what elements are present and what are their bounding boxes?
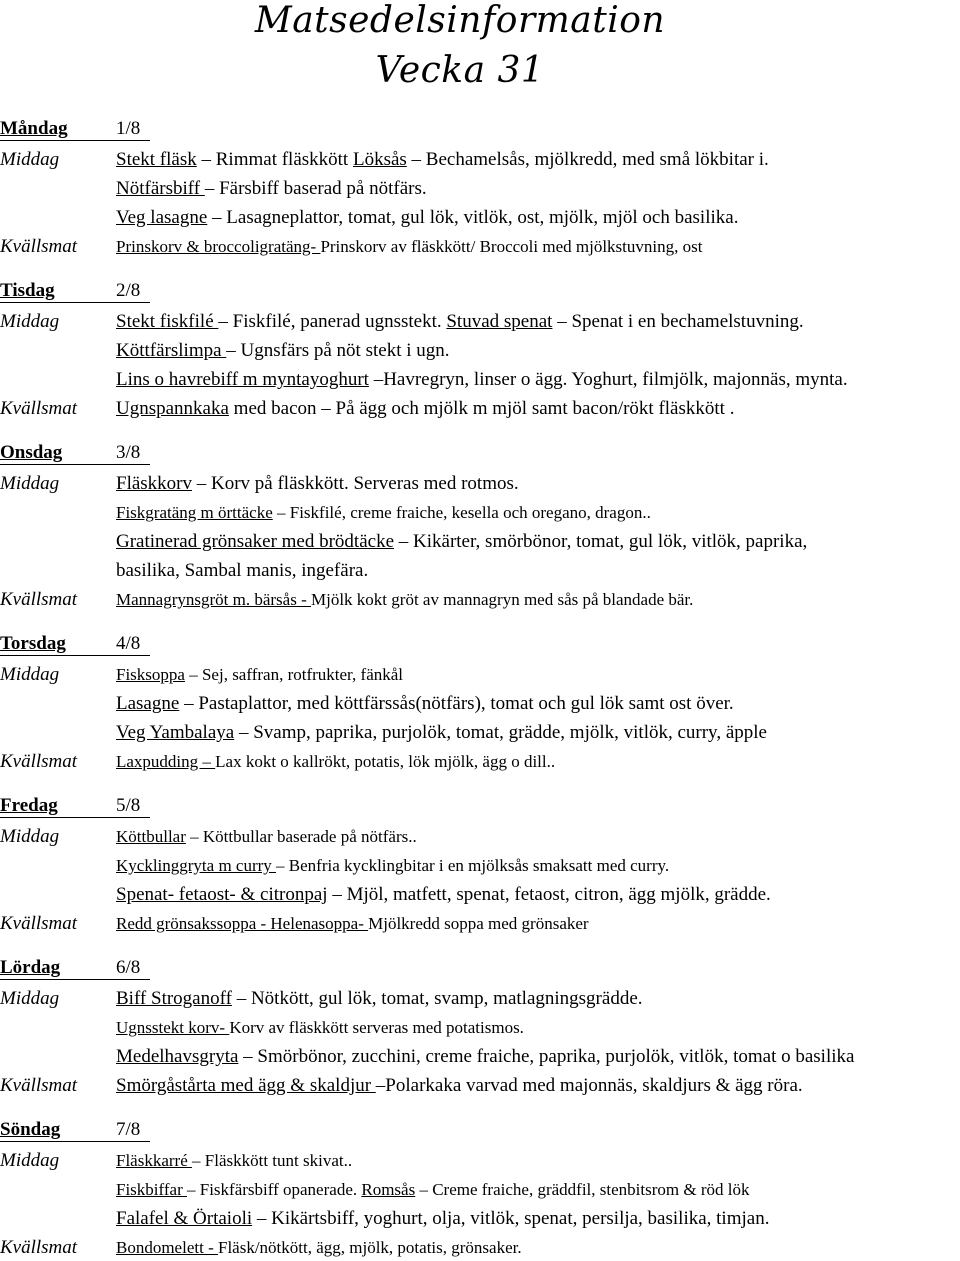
meal-description	[116, 309, 804, 335]
dish-description: Mjölk kokt gröt av mannagryn med sås på blandade bär.	[311, 590, 694, 609]
dish-description: – Köttbullar baserade på nötfärs..	[185, 827, 417, 846]
dish-name: Veg lasagne	[116, 207, 208, 228]
dish-description: med bacon – På ägg och mjölk m mjöl samt bacon/rökt fläskkött .	[228, 398, 735, 419]
menu-line	[0, 234, 960, 260]
menu-line	[0, 1177, 960, 1203]
day-name: Fredag	[0, 795, 58, 816]
day-name: Lördag	[0, 957, 61, 978]
dish-description: – Fiskfilé, panerad ugnsstekt.	[218, 311, 447, 332]
menu-line	[0, 911, 960, 937]
meal-description	[116, 824, 417, 850]
meal-description	[116, 558, 368, 584]
day-date: 3/8	[116, 442, 141, 463]
dish-name: Biff Stroganoff	[116, 988, 232, 1009]
day-name: Måndag	[0, 118, 68, 139]
dish-name: Löksås	[352, 149, 407, 170]
meal-description	[116, 338, 450, 364]
menu-line	[0, 882, 960, 908]
dish-description: Lax kokt o kallrökt, potatis, lök mjölk, ägg o dill..	[215, 752, 556, 771]
day-heading	[0, 1119, 150, 1142]
day-name: Onsdag	[0, 442, 63, 463]
dish-description: – Mjöl, matfett, spenat, fetaost, citron, ägg mjölk, grädde.	[327, 884, 771, 905]
menu-line	[0, 396, 960, 422]
meal-label: Kvällsmat	[0, 913, 78, 934]
dish-description: – Ugnsfärs på nöt stekt i ugn.	[226, 340, 450, 361]
dish-name: Smörgåstårta med ägg & skaldjur	[116, 1075, 376, 1096]
meal-label: Kvällsmat	[0, 589, 78, 610]
meal-description	[116, 691, 734, 717]
menu-line	[0, 1015, 960, 1041]
dish-description: – Benfria kycklingbitar i en mjölksås smaksatt med curry.	[276, 856, 670, 875]
day-name: Torsdag	[0, 633, 66, 654]
dish-name: Fiskgratäng m örttäcke	[116, 503, 273, 522]
meal-description	[116, 882, 771, 908]
dish-name: Ugnsstekt korv-	[116, 1018, 230, 1037]
menu-line	[0, 500, 960, 526]
dish-description: – Fiskfärsbiff opanerade.	[187, 1180, 362, 1199]
dish-description: –Havregryn, linser o ägg. Yoghurt, filmjölk, majonnäs, mynta.	[368, 369, 848, 390]
day-header	[0, 957, 960, 983]
dish-description: – Korv på fläskkött. Serveras med rotmos.	[192, 473, 519, 494]
day-header	[0, 118, 960, 144]
dish-description: – Sej, saffran, rotfrukter, fänkål	[184, 665, 404, 684]
dish-description: – Fläskkött tunt skivat..	[192, 1151, 353, 1170]
day-header	[0, 280, 960, 306]
dish-description: – Creme fraiche, gräddfil, stenbitsrom & röd lök	[415, 1180, 750, 1199]
dish-name: Fläskkorv	[116, 473, 192, 494]
menu-line	[0, 1044, 960, 1070]
dish-name: Medelhavsgryta	[116, 1046, 239, 1067]
day-date: 5/8	[116, 795, 141, 816]
dish-description: – Svamp, paprika, purjolök, tomat, grädde, mjölk, vitlök, curry, äpple	[234, 722, 767, 743]
day-date: 1/8	[116, 118, 141, 139]
dish-description: – Spenat i en bechamelstuvning.	[552, 311, 804, 332]
dish-name: Mannagrynsgröt m. bärsås -	[116, 590, 311, 609]
meal-description	[116, 471, 519, 497]
day-header	[0, 442, 960, 468]
day-date: 7/8	[116, 1119, 141, 1140]
dish-name: Nötfärsbiff	[116, 178, 205, 199]
meal-description	[116, 986, 643, 1012]
menu-line	[0, 558, 960, 584]
menu-line	[0, 587, 960, 613]
meal-label: Kvällsmat	[0, 398, 78, 419]
day-heading	[0, 280, 150, 303]
dish-name: Fläskkarré	[116, 1151, 193, 1170]
dish-name: Veg Yambalaya	[116, 722, 235, 743]
dish-name: Ugnspannkaka	[116, 398, 229, 419]
day-header	[0, 633, 960, 659]
dish-description: Prinskorv av fläskkött/ Broccoli med mjölkstuvning, ost	[320, 237, 703, 256]
menu-line	[0, 471, 960, 497]
meal-description	[116, 396, 734, 422]
meal-label: Kvällsmat	[0, 751, 78, 772]
day-name: Söndag	[0, 1119, 61, 1140]
meal-description	[116, 587, 693, 613]
day-date: 2/8	[116, 280, 141, 301]
menu-line	[0, 749, 960, 775]
menu-line	[0, 176, 960, 202]
dish-description: – Smörbönor, zucchini, creme fraiche, paprika, purjolök, vitlök, tomat o basilika	[238, 1046, 855, 1067]
dish-description: Fläsk/nötkött, ägg, mjölk, potatis, grönsaker.	[217, 1238, 522, 1257]
dish-description: – Fiskfilé, creme fraiche, kesella och oregano, dragon..	[272, 503, 651, 522]
day-heading	[0, 118, 150, 141]
dish-name: Laxpudding –	[116, 752, 216, 771]
dish-name: Prinskorv & broccoligratäng-	[116, 237, 321, 256]
dish-name: Köttbullar	[116, 827, 186, 846]
meal-label: Middag	[0, 1150, 60, 1171]
dish-description: –Polarkaka varvad med majonnäs, skaldjurs & ägg röra.	[375, 1075, 803, 1096]
day-header	[0, 795, 960, 821]
meal-label: Middag	[0, 988, 60, 1009]
menu-line	[0, 367, 960, 393]
dish-name: Lins o havrebiff m myntayoghurt	[116, 369, 369, 390]
day-header	[0, 1119, 960, 1145]
meal-label: Middag	[0, 311, 60, 332]
dish-name: Bondomelett -	[116, 1238, 218, 1257]
meal-label: Middag	[0, 149, 60, 170]
menu-line	[0, 853, 960, 879]
meal-description	[116, 176, 427, 202]
menu-line	[0, 1235, 960, 1261]
dish-name: Lasagne	[116, 693, 180, 714]
dish-name: Redd grönsakssoppa - Helenasoppa-	[116, 914, 369, 933]
menu-line	[0, 824, 960, 850]
menu-line	[0, 147, 960, 173]
dish-name: Kycklinggryta m curry	[116, 856, 277, 875]
meal-description	[116, 1015, 524, 1041]
meal-description	[116, 205, 738, 231]
meal-description	[116, 500, 651, 526]
menu-line	[0, 720, 960, 746]
dish-description: – Bechamelsås, mjölkredd, med små lökbitar i.	[406, 149, 769, 170]
dish-description: – Färsbiff baserad på nötfärs.	[204, 178, 427, 199]
dish-description: – Pastaplattor, med köttfärssås(nötfärs), tomat och gul lök samt ost över.	[179, 693, 734, 714]
dish-name: Köttfärslimpa	[116, 340, 227, 361]
dish-description: – Rimmat fläskkött	[196, 149, 353, 170]
meal-label: Kvällsmat	[0, 236, 78, 257]
menu-line	[0, 691, 960, 717]
meal-description	[116, 720, 767, 746]
menu-line	[0, 309, 960, 335]
menu-line	[0, 1148, 960, 1174]
meal-description	[116, 147, 769, 173]
menu-line	[0, 1206, 960, 1232]
meal-description	[116, 1073, 803, 1099]
dish-description: Mjölkredd soppa med grönsaker	[368, 914, 589, 933]
day-heading	[0, 795, 150, 818]
dish-description: Korv av fläskkött serveras med potatismos.	[229, 1018, 524, 1037]
dish-name: Stekt fiskfilé	[116, 311, 219, 332]
meal-label: Kvällsmat	[0, 1237, 78, 1258]
meal-description	[116, 1177, 749, 1203]
menu-line	[0, 1073, 960, 1099]
page-title: Matsedelsinformation	[254, 0, 666, 41]
meal-description	[116, 234, 702, 260]
dish-name: Falafel & Örtaioli	[116, 1208, 253, 1229]
menu-line	[0, 205, 960, 231]
meal-description	[116, 1044, 854, 1070]
dish-description: – Kikärter, smörbönor, tomat, gul lök, vitlök, paprika,	[394, 531, 808, 552]
menu-line	[0, 529, 960, 555]
meal-label: Middag	[0, 826, 60, 847]
day-date: 6/8	[116, 957, 141, 978]
page-subtitle: Vecka 31	[375, 50, 545, 91]
dish-name: Spenat- fetaost- & citronpaj	[116, 884, 328, 905]
day-heading	[0, 442, 150, 465]
meal-description	[116, 1206, 769, 1232]
meal-description	[116, 911, 589, 937]
meal-description	[116, 367, 848, 393]
meal-description	[116, 1148, 352, 1174]
meal-description	[116, 853, 669, 879]
menu-line	[0, 662, 960, 688]
dish-name: Gratinerad grönsaker med brödtäcke	[116, 531, 395, 552]
dish-description: basilika, Sambal manis, ingefära.	[116, 560, 369, 581]
dish-description: – Kikärtsbiff, yoghurt, olja, vitlök, spenat, persilja, basilika, timjan.	[252, 1208, 770, 1229]
meal-description	[116, 1235, 522, 1261]
meal-label: Middag	[0, 664, 60, 685]
day-date: 4/8	[116, 633, 141, 654]
day-heading	[0, 633, 150, 656]
menu-line	[0, 338, 960, 364]
day-heading	[0, 957, 150, 980]
day-name: Tisdag	[0, 280, 55, 301]
dish-name: Fiskbiffar	[116, 1180, 187, 1199]
dish-name: Fisksoppa	[116, 665, 185, 684]
dish-name: Stekt fläsk	[116, 149, 197, 170]
dish-description: – Nötkött, gul lök, tomat, svamp, matlagningsgrädde.	[231, 988, 643, 1009]
meal-label: Kvällsmat	[0, 1075, 78, 1096]
meal-description	[116, 749, 555, 775]
meal-description	[116, 529, 807, 555]
menu-line	[0, 986, 960, 1012]
dish-name: Romsås	[361, 1180, 416, 1199]
meal-description	[116, 662, 403, 688]
dish-name: Stuvad spenat	[446, 311, 553, 332]
dish-description: – Lasagneplattor, tomat, gul lök, vitlök, ost, mjölk, mjöl och basilika.	[207, 207, 739, 228]
meal-label: Middag	[0, 473, 60, 494]
